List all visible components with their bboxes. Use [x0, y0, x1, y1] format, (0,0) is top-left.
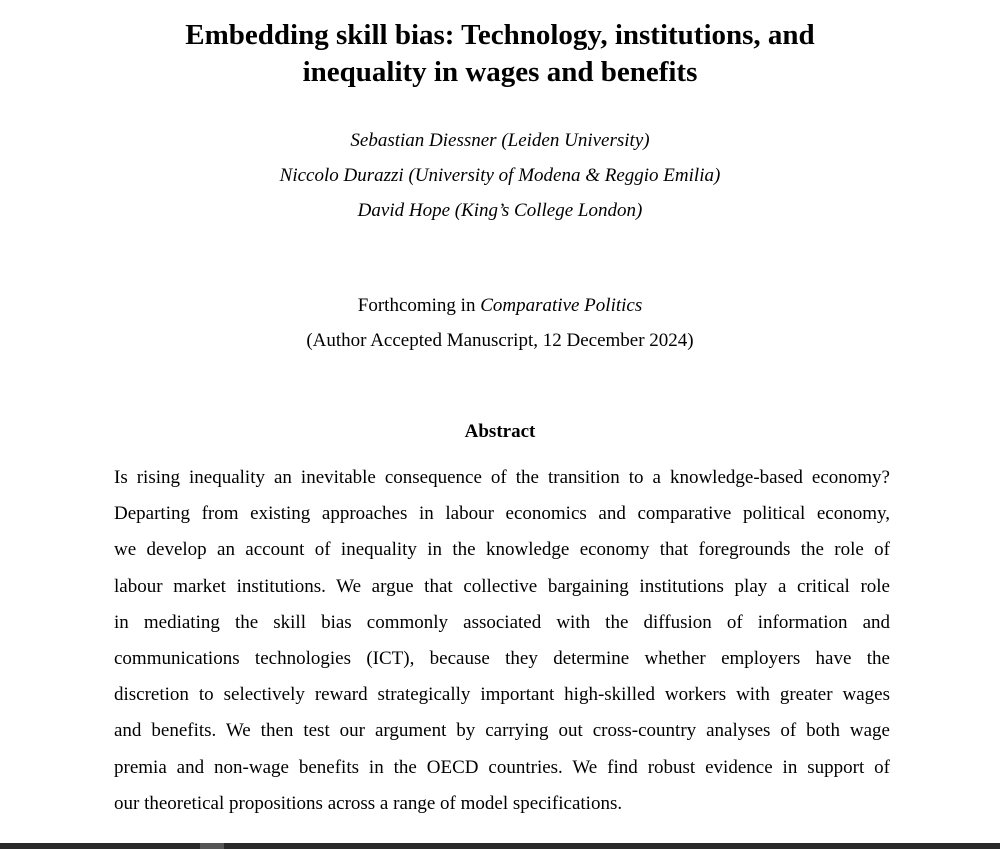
author-2: Niccolo Durazzi (University of Modena & Reggio Emilia) — [279, 165, 721, 186]
author-3: David Hope (King’s College London) — [357, 200, 643, 221]
journal-name: Comparative Politics — [480, 295, 643, 316]
abstract-line: in mediating the skill bias commonly associated with the diffusion of information and — [114, 611, 890, 633]
abstract-line: Is rising inequality an inevitable consequence of the transition to a knowledge-based economy? — [114, 467, 890, 488]
paper-title-line-2: inequality in wages and benefits — [302, 56, 698, 88]
abstract-line: discretion to selectively reward strategically important high-skilled workers with greater wages — [114, 684, 890, 706]
abstract-line: labour market institutions. We argue that collective bargaining institutions play a critical role — [114, 575, 890, 597]
abstract-line: we develop an account of inequality in the knowledge economy that foregrounds the role of — [114, 539, 890, 561]
author-1: Sebastian Diessner (Leiden University) — [350, 130, 650, 151]
publication-info — [0, 288, 1000, 358]
abstract-heading: Abstract — [464, 421, 536, 442]
bottom-edge-bar — [0, 843, 1000, 849]
abstract-line: Departing from existing approaches in labour economics and comparative political economy, — [114, 503, 890, 525]
paper-title — [0, 17, 1000, 91]
publication-prefix: Forthcoming in — [357, 295, 481, 316]
abstract-line: communications technologies (ICT), because they determine whether employers have the — [114, 648, 890, 670]
publication-venue-line — [0, 288, 1000, 323]
author-list — [0, 123, 1000, 228]
abstract-line: premia and non-wage benefits in the OECD countries. We find robust evidence in support of — [114, 756, 890, 778]
manuscript-note: (Author Accepted Manuscript, 12 December 2024) — [306, 330, 694, 351]
abstract-line: our theoretical propositions across a range of model specifications. — [114, 792, 623, 814]
bottom-edge-segment — [200, 843, 224, 849]
abstract-line: and benefits. We then test our argument by carrying out cross-country analyses of both wage — [114, 720, 890, 742]
abstract-text — [114, 460, 890, 822]
paper-title-line-1: Embedding skill bias: Technology, institutions, and — [185, 19, 815, 51]
